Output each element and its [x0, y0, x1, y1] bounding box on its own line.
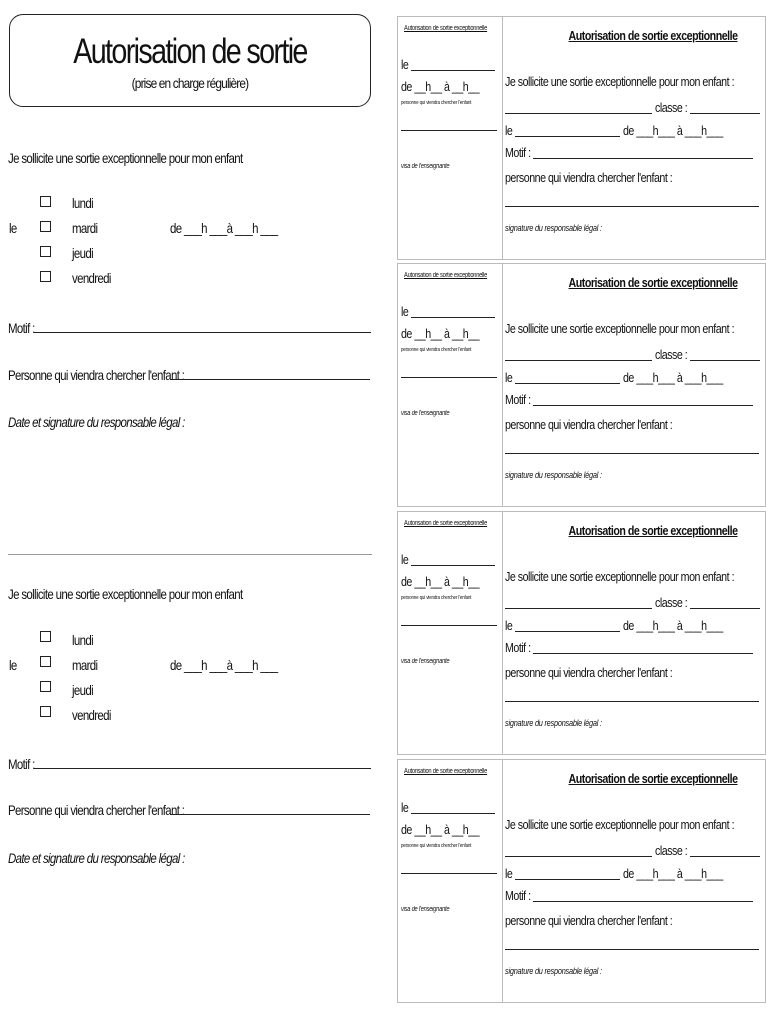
page-subtitle: (prise en charge régulière)	[131, 75, 249, 91]
slip-title: Autorisation de sortie exceptionnelle	[568, 28, 738, 43]
signature-label: signature du responsable légal :	[505, 966, 602, 976]
motif-field[interactable]	[34, 768, 371, 769]
person-field[interactable]	[505, 453, 759, 454]
stub-le: le	[401, 552, 409, 567]
cut-line	[8, 554, 372, 555]
page-title: Autorisation de sortie	[73, 32, 307, 71]
slip-1	[397, 16, 766, 260]
stub-le: le	[401, 304, 409, 319]
time-field[interactable]: de ___h ___à ___h ___	[170, 220, 278, 236]
date-field[interactable]	[515, 879, 620, 880]
person-field[interactable]	[505, 701, 759, 702]
le-label: le	[505, 123, 513, 138]
checkbox-vendredi[interactable]	[40, 706, 51, 717]
time-field[interactable]: de ___h___ à ___h___	[623, 370, 723, 385]
checkbox-mardi[interactable]	[40, 221, 51, 232]
stub-divider	[502, 512, 503, 754]
day-label: jeudi	[72, 682, 93, 698]
child-name-field[interactable]	[505, 608, 652, 609]
stub-le: le	[401, 800, 409, 815]
le-label: le	[505, 866, 513, 881]
slip-2	[397, 263, 766, 507]
date-field[interactable]	[515, 631, 620, 632]
classe-field[interactable]	[690, 856, 760, 857]
stub-person: personne qui viendra chercher l'enfant	[401, 595, 472, 601]
child-name-field[interactable]	[505, 360, 652, 361]
day-label: mardi	[72, 657, 98, 673]
stub-title: Autorisation de sortie exceptionnelle	[404, 520, 488, 527]
stub-divider	[502, 760, 503, 1002]
le-label: le	[9, 220, 17, 236]
day-label: jeudi	[72, 245, 93, 261]
checkbox-mardi[interactable]	[40, 656, 51, 667]
motif-field[interactable]	[533, 405, 753, 406]
day-label: vendredi	[72, 270, 111, 286]
day-label: lundi	[72, 195, 93, 211]
day-label: vendredi	[72, 707, 111, 723]
slip-3	[397, 511, 766, 755]
slip-title: Autorisation de sortie exceptionnelle	[568, 771, 738, 786]
stub-person-field[interactable]	[401, 625, 497, 626]
stub-visa: visa de l'enseignante	[401, 658, 450, 665]
slip-title: Autorisation de sortie exceptionnelle	[568, 275, 738, 290]
person-field[interactable]	[505, 949, 759, 950]
classe-label: classe :	[655, 595, 688, 610]
time-field[interactable]: de ___h___ à ___h___	[623, 866, 723, 881]
person-field[interactable]	[170, 379, 370, 380]
stub-title: Autorisation de sortie exceptionnelle	[404, 768, 488, 775]
person-field[interactable]	[505, 206, 759, 207]
stub-person: personne qui viendra chercher l'enfant	[401, 100, 472, 106]
stub-person: personne qui viendra chercher l'enfant	[401, 843, 472, 849]
person-label: personne qui viendra chercher l'enfant :	[505, 665, 673, 680]
classe-label: classe :	[655, 843, 688, 858]
motif-field[interactable]	[533, 901, 753, 902]
stub-visa: visa de l'enseignante	[401, 163, 450, 170]
request-text: Je sollicite une sortie exceptionnelle pour mon enfant :	[505, 569, 735, 584]
motif-label: Motif :	[505, 640, 531, 655]
slip-title: Autorisation de sortie exceptionnelle	[568, 523, 738, 538]
checkbox-jeudi[interactable]	[40, 681, 51, 692]
request-text: Je sollicite une sortie exceptionnelle pour mon enfant :	[505, 321, 735, 336]
motif-label: Motif :	[8, 756, 35, 772]
request-text: Je sollicite une sortie exceptionnelle pour mon enfant :	[505, 817, 735, 832]
stub-visa: visa de l'enseignante	[401, 410, 450, 417]
request-text: Je sollicite une sortie exceptionnelle pour mon enfant :	[505, 74, 735, 89]
stub-title: Autorisation de sortie exceptionnelle	[404, 25, 488, 32]
stub-divider	[502, 17, 503, 259]
classe-label: classe :	[655, 100, 688, 115]
request-text: Je sollicite une sortie exceptionnelle pour mon enfant	[8, 586, 243, 602]
motif-label: Motif :	[505, 888, 531, 903]
stub-time[interactable]: de __h__ à __h__	[401, 822, 480, 837]
time-field[interactable]: de ___h ___à ___h ___	[170, 657, 278, 673]
child-name-field[interactable]	[505, 856, 652, 857]
le-label: le	[9, 657, 17, 673]
request-text: Je sollicite une sortie exceptionnelle pour mon enfant	[8, 150, 243, 166]
motif-field[interactable]	[533, 653, 753, 654]
date-field[interactable]	[515, 136, 620, 137]
person-field[interactable]	[170, 814, 370, 815]
stub-le-field[interactable]	[411, 565, 495, 566]
checkbox-vendredi[interactable]	[40, 271, 51, 282]
classe-label: classe :	[655, 347, 688, 362]
day-label: lundi	[72, 632, 93, 648]
stub-le-field[interactable]	[411, 317, 495, 318]
motif-field[interactable]	[533, 158, 753, 159]
stub-le-field[interactable]	[411, 813, 495, 814]
le-label: le	[505, 370, 513, 385]
motif-label: Motif :	[8, 320, 35, 336]
motif-label: Motif :	[505, 145, 531, 160]
slip-4	[397, 759, 766, 1003]
child-name-field[interactable]	[505, 113, 652, 114]
stub-time[interactable]: de __h__ à __h__	[401, 326, 480, 341]
stub-person-field[interactable]	[401, 873, 497, 874]
stub-person: personne qui viendra chercher l'enfant	[401, 347, 472, 353]
signature-label: Date et signature du responsable légal :	[8, 414, 185, 430]
title-box	[9, 14, 371, 107]
signature-label: signature du responsable légal :	[505, 470, 602, 480]
date-field[interactable]	[515, 383, 620, 384]
classe-field[interactable]	[690, 608, 760, 609]
checkbox-lundi[interactable]	[40, 631, 51, 642]
stub-person-field[interactable]	[401, 377, 497, 378]
stub-visa: visa de l'enseignante	[401, 906, 450, 913]
classe-field[interactable]	[690, 113, 760, 114]
stub-le-field[interactable]	[411, 70, 495, 71]
person-label: personne qui viendra chercher l'enfant :	[505, 913, 673, 928]
person-label: personne qui viendra chercher l'enfant :	[505, 170, 673, 185]
stub-time[interactable]: de __h__ à __h__	[401, 79, 480, 94]
checkbox-jeudi[interactable]	[40, 246, 51, 257]
motif-label: Motif :	[505, 392, 531, 407]
time-field[interactable]: de ___h___ à ___h___	[623, 123, 723, 138]
stub-title: Autorisation de sortie exceptionnelle	[404, 272, 488, 279]
checkbox-lundi[interactable]	[40, 196, 51, 207]
stub-time[interactable]: de __h__ à __h__	[401, 574, 480, 589]
signature-label: Date et signature du responsable légal :	[8, 850, 185, 866]
classe-field[interactable]	[690, 360, 760, 361]
person-label: Personne qui viendra chercher l'enfant :	[8, 802, 185, 818]
motif-field[interactable]	[34, 332, 371, 333]
signature-label: signature du responsable légal :	[505, 223, 602, 233]
person-label: Personne qui viendra chercher l'enfant :	[8, 367, 185, 383]
stub-divider	[502, 264, 503, 506]
stub-le: le	[401, 57, 409, 72]
signature-label: signature du responsable légal :	[505, 718, 602, 728]
time-field[interactable]: de ___h___ à ___h___	[623, 618, 723, 633]
person-label: personne qui viendra chercher l'enfant :	[505, 417, 673, 432]
day-label: mardi	[72, 220, 98, 236]
le-label: le	[505, 618, 513, 633]
stub-person-field[interactable]	[401, 130, 497, 131]
